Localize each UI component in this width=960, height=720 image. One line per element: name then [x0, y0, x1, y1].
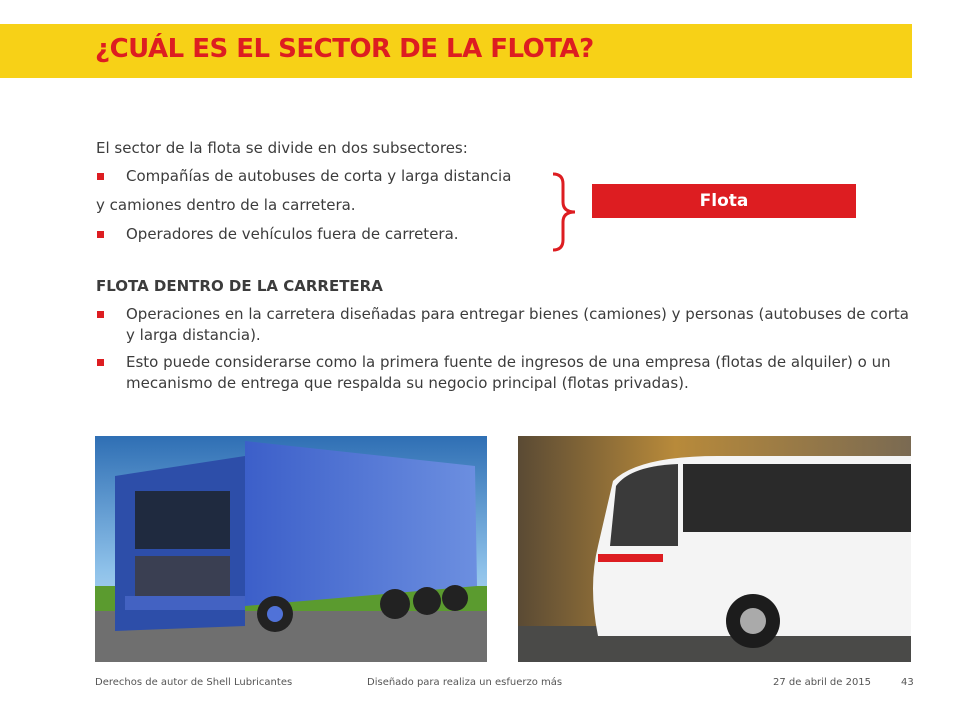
bullet-icon — [97, 231, 104, 238]
subsector-item — [96, 224, 916, 245]
slide-title: ¿CUÁL ES EL SECTOR DE LA FLOTA? — [95, 34, 594, 64]
truck-photo — [95, 436, 487, 662]
section-heading: FLOTA DENTRO DE LA CARRETERA — [96, 277, 383, 295]
subsector-text: Compañías de autobuses de corta y larga distancia — [126, 167, 512, 185]
bullet-icon — [97, 311, 104, 318]
intro-text: El sector de la flota se divide en dos subsectores: — [96, 139, 468, 157]
footer-date: 27 de abril de 2015 — [773, 677, 872, 688]
right-brace-icon — [547, 172, 587, 252]
page-number: 43 — [901, 677, 914, 688]
footer-copyright: Derechos de autor de Shell Lubricantes — [95, 677, 293, 688]
bullet-icon — [97, 359, 104, 366]
footer-tagline: Diseñado para realiza un esfuerzo más — [367, 677, 563, 688]
bus-photo — [518, 436, 911, 662]
subsector-text: Operadores de vehículos fuera de carretera. — [126, 225, 459, 243]
section-bullet — [96, 304, 916, 346]
flota-label: Flota — [592, 184, 856, 218]
section-bullet-text: Esto puede considerarse como la primera fuente de ingresos de una empresa (flotas de alquiler) o un mecanismo de entrega que respalda su negocio principal (flotas privadas). — [126, 353, 891, 392]
section-bullet-text: Operaciones en la carretera diseñadas para entregar bienes (camiones) y personas (autobuses de corta y larga distancia). — [126, 305, 909, 344]
slide-content — [96, 138, 916, 394]
subsector-continuation: y camiones dentro de la carretera. — [96, 196, 356, 214]
bullet-icon — [97, 173, 104, 180]
section-bullet — [96, 352, 916, 394]
